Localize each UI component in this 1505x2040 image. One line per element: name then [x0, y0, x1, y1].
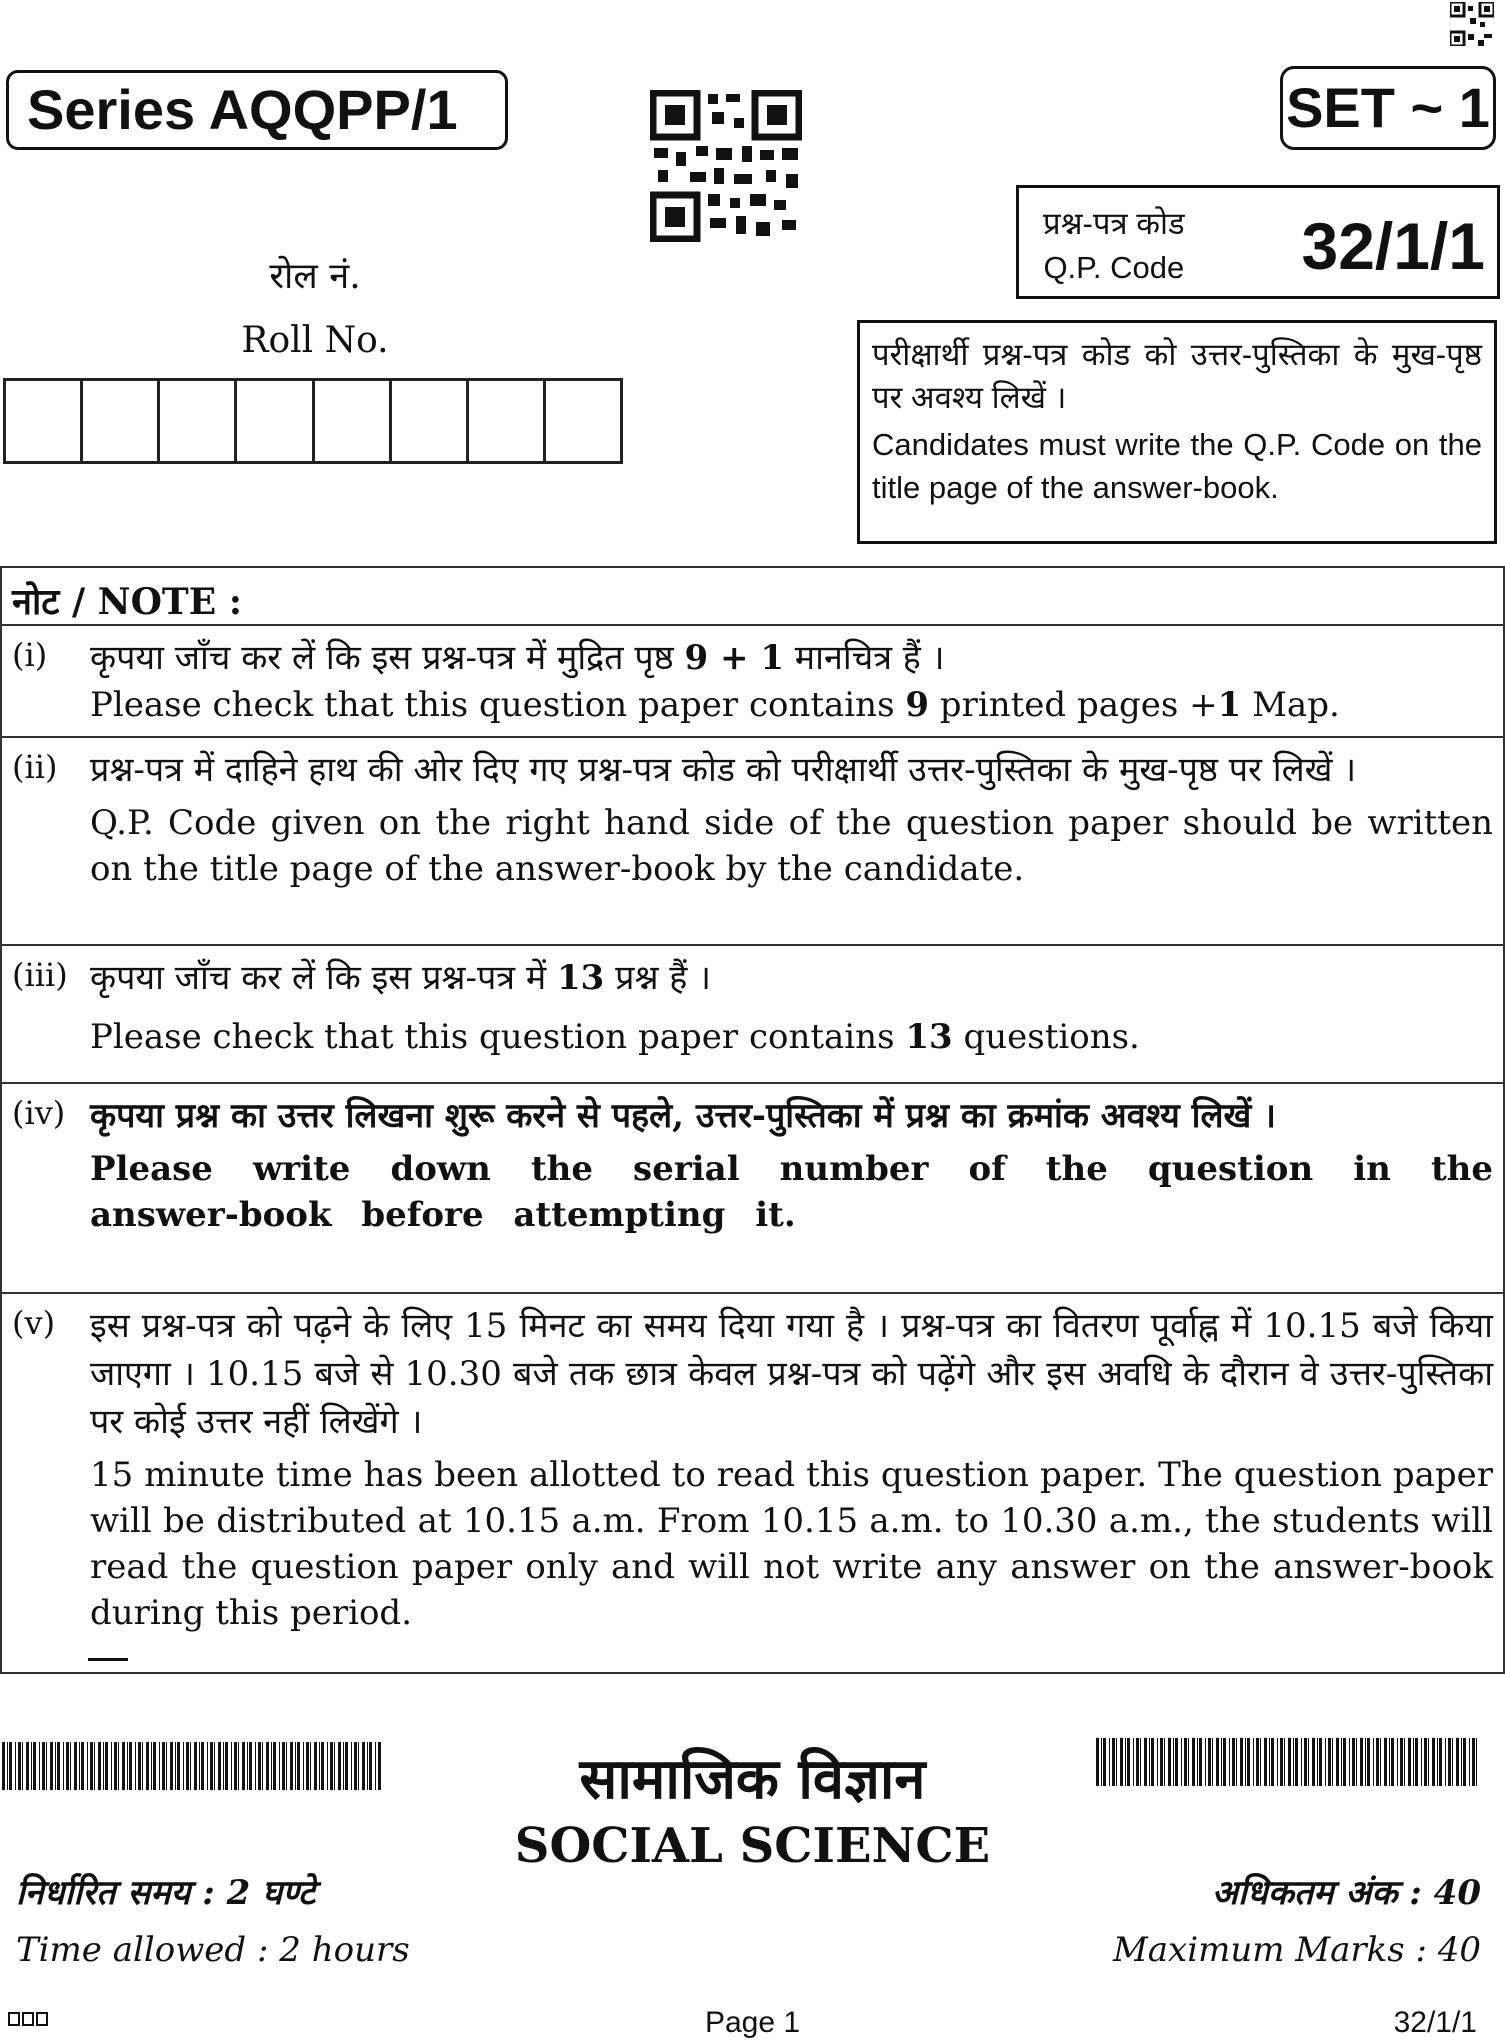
note-item-number: (iv)	[12, 1094, 66, 1132]
candidate-instruction-hindi: परीक्षार्थी प्रश्न-पत्र कोड को उत्तर-पुस्तिका के मुख-पृष्ठ पर अवश्य लिखें ।	[872, 337, 1482, 415]
series-label: Series AQQPP/1	[6, 70, 508, 150]
subject-title-english: SOCIAL SCIENCE	[514, 1818, 991, 1874]
roll-number-box[interactable]	[160, 381, 237, 461]
note-item-hindi: प्रश्न-पत्र में दाहिने हाथ की ओर दिए गए प्रश्न-पत्र कोड को परीक्षार्थी उत्तर-पुस्तिका के मुख-पृष्ठ पर लिखें ।	[90, 750, 1357, 790]
note-item-number: (v)	[12, 1304, 56, 1342]
roll-number-box[interactable]	[83, 381, 160, 461]
time-allowed-hindi: निर्धारित समय : 2 घण्टे	[16, 1873, 316, 1913]
qp-code-labels	[1043, 202, 1185, 290]
roll-number-box[interactable]	[469, 381, 546, 461]
qp-code-box	[1016, 185, 1500, 299]
note-heading: नोट / NOTE :	[2, 568, 1503, 626]
roll-label-hindi: रोल नं.	[269, 256, 361, 297]
qp-code-value: 32/1/1	[1301, 209, 1485, 283]
roll-number-box[interactable]	[546, 381, 620, 461]
time-allowed-english: Time allowed : 2 hours	[16, 1930, 410, 1970]
note-item-english: Please check that this question paper contains 9 printed pages +1 Map.	[90, 685, 1340, 725]
note-item-hindi: कृपया जाँच कर लें कि इस प्रश्न-पत्र में 13 प्रश्न हैं ।	[90, 958, 712, 998]
note-item-number: (iii)	[12, 956, 68, 994]
subject-title-hindi: सामाजिक विज्ञान	[579, 1746, 926, 1812]
note-item-1	[2, 626, 1503, 738]
note-section	[0, 566, 1505, 1674]
note-item-english: Please check that this question paper contains 13 questions.	[90, 1017, 1140, 1057]
roll-number-boxes[interactable]	[3, 378, 623, 464]
note-item-hindi: इस प्रश्न-पत्र को पढ़ने के लिए 15 मिनट का समय दिया गया है । प्रश्न-पत्र का वितरण पूर्वाह्न में 10.15 बजे किया जाएगा । 10.15 बजे से 10.30 बजे तक छात्र केवल प्रश्न-पत्र को पढ़ेंगे और इस अवधि के दौरान वे उत्तर-पुस्तिका पर कोई उत्तर नहीं लिखेंगे ।	[90, 1306, 1493, 1442]
note-item-3	[2, 946, 1503, 1084]
roll-number-box[interactable]	[392, 381, 469, 461]
set-label: SET ~ 1	[1280, 66, 1496, 150]
roll-number-box[interactable]	[315, 381, 392, 461]
note-item-english: Please write down the serial number of the question in the answer-book before attempting it.	[90, 1149, 1493, 1235]
text-cursor-mark	[88, 1658, 128, 1661]
qp-code-label-english: Q.P. Code	[1043, 250, 1185, 285]
note-item-4	[2, 1084, 1503, 1294]
note-item-number: (ii)	[12, 748, 58, 786]
qp-code-label-hindi: प्रश्न-पत्र कोड	[1043, 206, 1185, 241]
note-item-5	[2, 1294, 1503, 1674]
roll-number-box[interactable]	[237, 381, 314, 461]
candidate-instruction-box	[857, 320, 1497, 544]
corner-qr-code	[1450, 2, 1494, 46]
page-qp-code: 32/1/1	[1393, 2006, 1477, 2039]
note-item-english: Q.P. Code given on the right hand side of the question paper should be written on the title page of the answer-book by the candidate.	[90, 803, 1493, 889]
maximum-marks-english: Maximum Marks : 40	[1112, 1930, 1481, 1970]
note-item-hindi: कृपया प्रश्न का उत्तर लिखना शुरू करने से पहले, उत्तर-पुस्तिका में प्रश्न का क्रमांक अवश्य लिखें ।	[90, 1096, 1277, 1136]
note-item-hindi: कृपया जाँच कर लें कि इस प्रश्न-पत्र में मुद्रित पृष्ठ 9 + 1 मानचित्र हैं ।	[90, 638, 945, 678]
note-item-english: 15 minute time has been allotted to read this question paper. The question paper will be distributed at 10.15 a.m. From 10.15 a.m. to 10.30 a.m., the students will read the question paper only and will not write any answer on the answer-book during this period.	[90, 1455, 1493, 1633]
candidate-instruction-english: Candidates must write the Q.P. Code on the title page of the answer-book.	[872, 427, 1482, 505]
roll-number-box[interactable]	[6, 381, 83, 461]
page-number: Page 1	[704, 2006, 801, 2039]
note-item-number: (i)	[12, 636, 48, 674]
qr-code	[650, 90, 802, 242]
maximum-marks-hindi: अधिकतम अंक : 40	[1212, 1873, 1481, 1913]
roll-label-english: Roll No.	[241, 320, 389, 361]
note-item-2	[2, 738, 1503, 946]
